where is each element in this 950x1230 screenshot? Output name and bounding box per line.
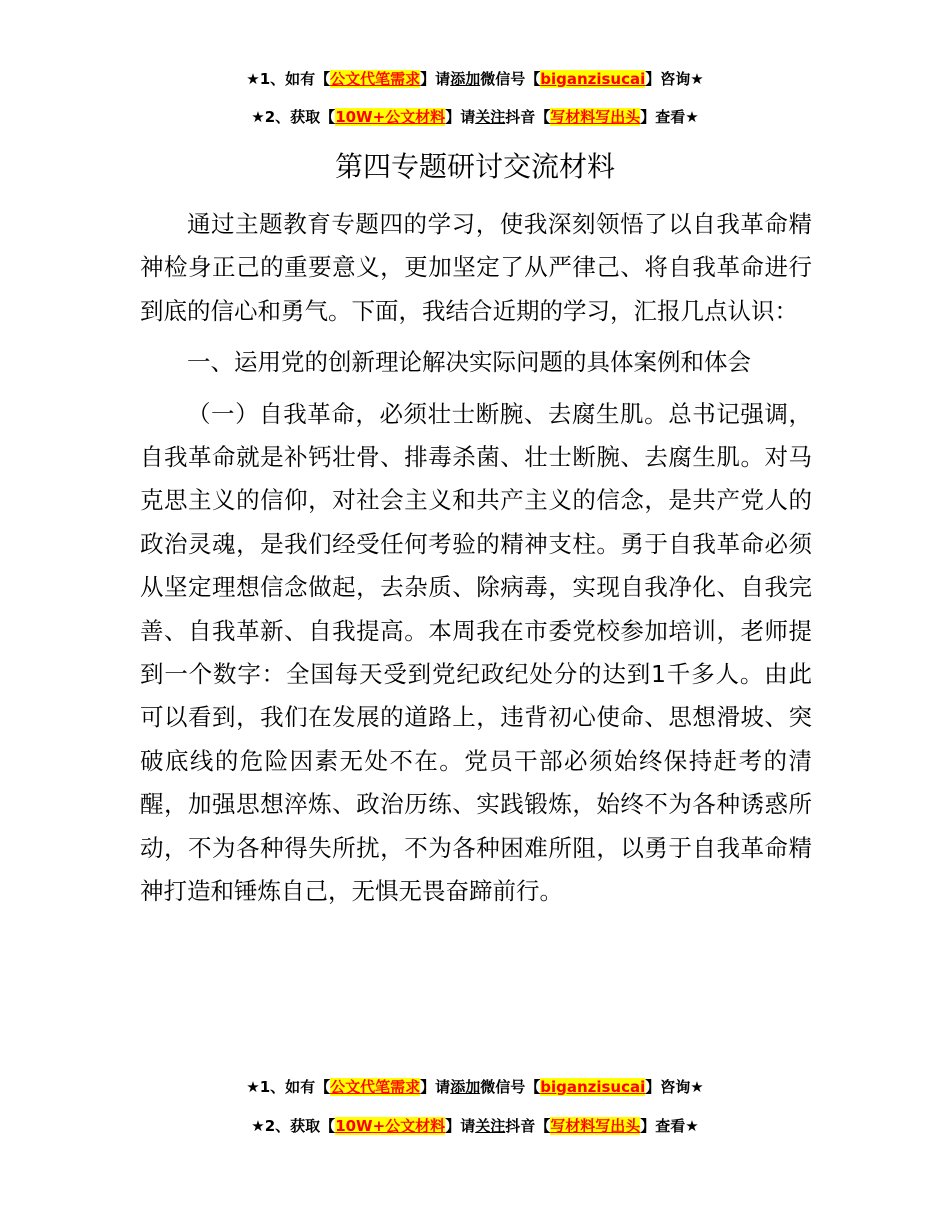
header-line1-wechat-id: biganzisucai (540, 70, 646, 88)
intro-paragraph: 通过主题教育专题四的学习，使我深刻领悟了以自我革命精神检身正己的重要意义，更加坚定了从严律己、将自我革命进行到底的信心和勇气。下面，我结合近期的学习，汇报几点认识： (140, 210, 812, 325)
header-line2-suffix: 】查看★ (640, 108, 699, 126)
header-line1-prefix: ★1、如有【 (246, 70, 331, 88)
subsection-paragraph: （一）自我革命，必须壮士断腕、去腐生肌。总书记强调，自我革命就是补钙壮骨、排毒杀菌、壮士断腕、去腐生肌。对马克思主义的信仰，对社会主义和共产主义的信念，是共产党人的政治灵魂，是我们经受任何考验的精神支柱。勇于自我革命必须从坚定理想信念做起，去杂质、除病毒，实现自我净化、自我完善、自我革新、自我提高。本周我在市委党校参加培训，老师提到一个数字：全国每天受到党纪政纪处分的达到1千多人。由此可以看到，我们在发展的道路上，违背初心使命、思想滑坡、突破底线的危险因素无处不在。党员干部必须始终保持赶考的清醒，加强思想淬炼、政治历练、实践锻炼，始终不为各种诱惑所动，不为各种得失所扰，不为各种困难所阻，以勇于自我革命精神打造和锤炼自己，无惧无畏奋蹄前行。 (140, 399, 812, 906)
footer-line2-mid2: 抖音【 (505, 1117, 551, 1135)
header-line1-mid2: 微信号【 (480, 70, 541, 88)
footer-line1-prefix: ★1、如有【 (246, 1078, 331, 1096)
header-line2-mid2: 抖音【 (505, 108, 551, 126)
header-line2-highlight-materials: 10W+公文材料 (335, 108, 446, 126)
footer-line1-suffix: 】咨询★ (645, 1078, 704, 1096)
footer-ad-line-2 (0, 1115, 950, 1137)
header-line2-douyin-id: 写材料写出头 (550, 108, 641, 126)
footer-line1-highlight-service: 公文代笔需求 (330, 1078, 421, 1096)
header-line1-highlight-service: 公文代笔需求 (330, 70, 421, 88)
page-title: 第四专题研讨交流材料 (334, 150, 615, 183)
footer-line2-prefix: ★2、获取【 (251, 1117, 336, 1135)
header-ad-line-2 (0, 106, 950, 128)
header-line2-prefix: ★2、获取【 (251, 108, 336, 126)
footer-ad-line-1 (0, 1076, 950, 1098)
footer-line1-mid2: 微信号【 (480, 1078, 541, 1096)
footer-line1-mid1: 】请 (420, 1078, 451, 1096)
section-heading: 一、运用党的创新理论解决实际问题的具体案例和体会 (187, 348, 751, 377)
header-line2-follow: 关注 (475, 108, 506, 126)
footer-line2-highlight-materials: 10W+公文材料 (335, 1117, 446, 1135)
header-line1-mid1: 】请 (420, 70, 451, 88)
document-body (140, 203, 812, 914)
footer-line2-douyin-id: 写材料写出头 (550, 1117, 641, 1135)
footer-line2-mid1: 】请 (445, 1117, 476, 1135)
header-line2-mid1: 】请 (445, 108, 476, 126)
footer-line2-follow: 关注 (475, 1117, 506, 1135)
footer-line1-add: 添加 (450, 1078, 481, 1096)
header-ad-line-1 (0, 68, 950, 90)
header-line1-suffix: 】咨询★ (645, 70, 704, 88)
footer-line2-suffix: 】查看★ (640, 1117, 699, 1135)
footer-line1-wechat-id: biganzisucai (540, 1078, 646, 1096)
header-line1-add: 添加 (450, 70, 481, 88)
